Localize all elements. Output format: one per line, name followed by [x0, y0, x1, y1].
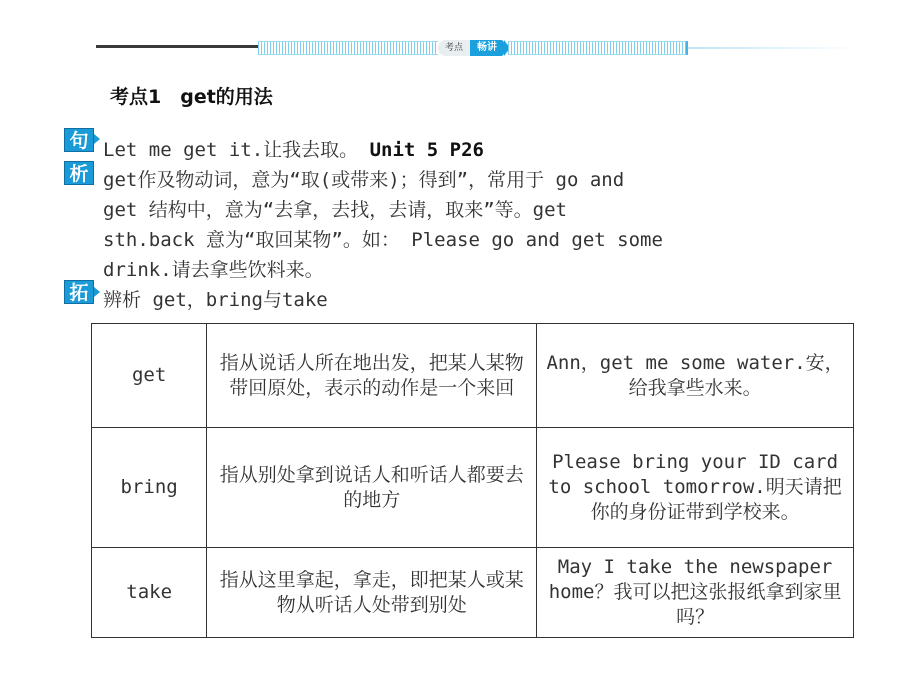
- meaning-cell: 指从别处拿到说话人和听话人都要去的地方: [207, 428, 537, 548]
- word-cell: get: [92, 324, 207, 428]
- table-row: [92, 428, 854, 548]
- example-cell: May I take the newspaper home？我可以把这张报纸拿到家里吗？: [537, 548, 854, 638]
- example-text: Let me get it.让我去取。: [103, 139, 370, 161]
- section-tag-right: 畅讲: [470, 40, 504, 56]
- table-row: [92, 548, 854, 638]
- page-title: 考点1 get的用法: [110, 86, 273, 108]
- extension-heading: 辨析 get，bring与take: [103, 289, 328, 311]
- meaning-cell: 指从说话人所在地出发，把某人某物带回原处，表示的动作是一个来回: [207, 324, 537, 428]
- analysis-line-2: get 结构中，意为“去拿，去找，去请，取来”等。get: [103, 199, 567, 221]
- section-tag: [438, 40, 508, 56]
- header-hatch-left: [258, 41, 438, 55]
- analysis-line-4: drink.请去拿些饮料来。: [103, 259, 324, 281]
- tuo-badge-icon: 拓: [64, 280, 94, 304]
- badge-arrow-icon: [94, 134, 100, 144]
- header-hatch-right: [508, 41, 686, 55]
- header-rule-fade: [688, 47, 858, 49]
- ju-badge-icon: 句: [64, 128, 94, 152]
- badge-arrow-icon: [94, 287, 100, 297]
- example-cell: Please bring your ID card to school tomorrow.明天请把你的身份证带到学校来。: [537, 428, 854, 548]
- analysis-line-3: sth.back 意为“取回某物”。如： Please go and get some: [103, 229, 663, 251]
- table-row: [92, 324, 854, 428]
- example-cell: Ann，get me some water.安，给我拿些水来。: [537, 324, 854, 428]
- example-sentence: [103, 135, 484, 162]
- meaning-cell: 指从这里拿起，拿走，即把某人或某物从听话人处带到别处: [207, 548, 537, 638]
- xi-badge-icon: 析: [64, 161, 94, 185]
- analysis-line-1: get作及物动词，意为“取(或带来)；得到”，常用于 go and: [103, 169, 625, 191]
- comparison-table: [91, 323, 854, 638]
- word-cell: bring: [92, 428, 207, 548]
- header-rule-dark: [96, 45, 258, 48]
- unit-reference: Unit 5 P26: [369, 139, 484, 161]
- section-tag-left: 考点: [438, 40, 470, 56]
- word-cell: take: [92, 548, 207, 638]
